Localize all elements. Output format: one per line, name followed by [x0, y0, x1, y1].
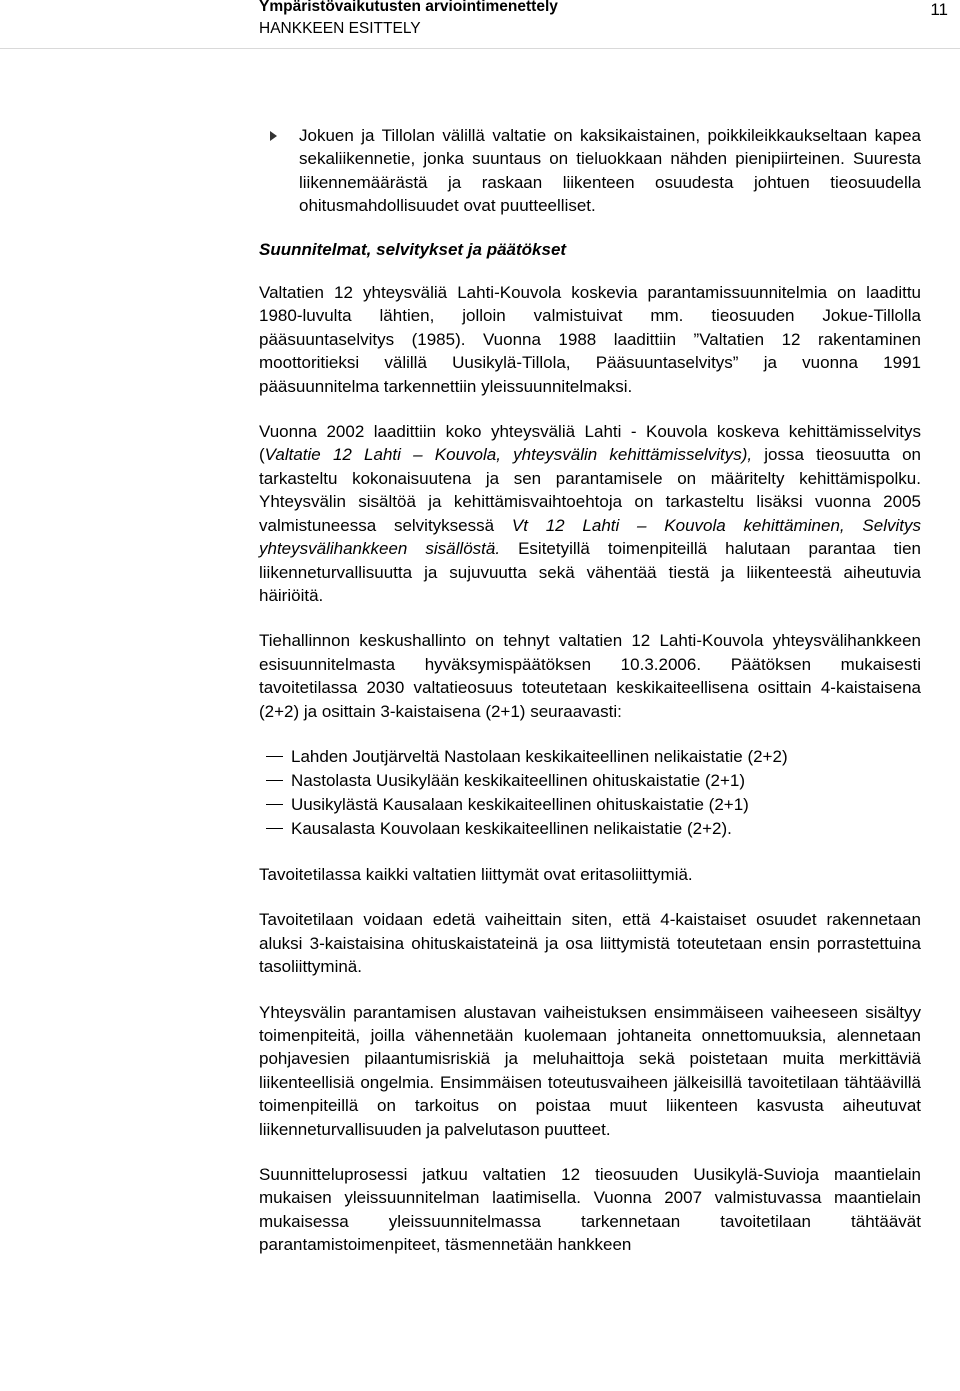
list-item-text: Uusikylästä Kausalaan keskikaiteellinen ohituskaistatie (2+1)	[291, 794, 749, 814]
page-header	[0, 0, 960, 49]
list-item-text: Nastolasta Uusikylään keskikaiteellinen ohituskaistatie (2+1)	[291, 770, 746, 790]
paragraph-5: Tavoitetilaan voidaan edetä vaiheittain siten, että 4-kaistaiset osuudet rakennetaan aluksi 3-kaistaisina ohituskaistateinä ja osa liittymistä toteutetaan ensin porrastettuina tasoliittyminä.	[259, 910, 921, 977]
chapter-title: HANKKEEN ESITTELY	[259, 20, 421, 37]
dash-icon	[266, 756, 283, 757]
paragraph-3: Tiehallinnon keskushallinto on tehnyt valtatien 12 Lahti-Kouvola yhteysvälihankkeen esisuunnitelmasta hyväksymispäätöksen 10.3.2006. Päätöksen mukaisesti tavoitetilassa 2030 valtatieosuus toteutetaan keskikaiteellisena osittain 4-kaistaisena (2+2) ja osittain 3-kaistaisena (2+1) seuraavasti:	[259, 631, 921, 721]
list-item	[259, 817, 921, 841]
list-item	[259, 769, 921, 793]
arrow-right-icon	[270, 131, 277, 141]
paragraph-6: Yhteysvälin parantamisen alustavan vaiheistuksen ensimmäiseen vaiheeseen sisältyy toimenpiteitä, joilla vähennetään kuolemaan johtaneita onnettomuuksia, alennetaan pohjavesien pilaantumisriskiä ja meluhaittoja sekä poistetaan muita merkittäviä liikenteellisiä ongelmia. Ensimmäisen toteutusvaiheen jälkeisillä tavoitetilaan tähtäävillä toimenpiteillä on tarkoitus on poistaa muut liikenteen kasvusta aiheutuvat liikenneturvallisuuden ja palvelutason puutteet.	[259, 1002, 921, 1139]
list-item	[259, 793, 921, 817]
paragraph-7: Suunnitteluprosessi jatkuu valtatien 12 tieosuuden Uusikylä-Suvioja maantielain mukaisen yleissuunnitelman laatimisella. Vuonna 2007 valmistuvassa maantielain mukaisessa yleissuunnitelmassa tarkennetaan tavoitetilaan tähtäävät parantamistoimenpiteet, täsmennetään hankkeen	[259, 1165, 921, 1255]
list-item-text: Kausalasta Kouvolaan keskikaiteellinen nelikaistatie (2+2).	[291, 818, 732, 838]
paragraph-2	[259, 420, 921, 607]
list-item-text: Lahden Joutjärveltä Nastolaan keskikaiteellinen nelikaistatie (2+2)	[291, 746, 788, 766]
page-number: 11	[930, 0, 948, 19]
paragraph-2-part-3: Esitetyillä toimenpiteillä halutaan parantaa tien liikenneturvallisuutta ja sujuvuutta sekä vähentää tiestä ja liikenteestä aiheutuvia häiriöitä.	[259, 539, 921, 605]
dash-icon	[266, 804, 283, 805]
dash-list	[259, 745, 921, 841]
bullet-item	[259, 124, 921, 218]
report-title-2: Vt 12 Lahti – Kouvola kehittäminen, Selvitys yhteysvälihankkeen sisällöstä.	[259, 515, 921, 559]
page-content	[259, 124, 921, 1279]
paragraph-2-part-2: jossa tieosuutta on tarkasteltu kokonaisuutena ja sen parantamisele on määritelty kehittämispolku. Yhteysvälin sisältöä ja kehittämisvaihtoehtoja on tarkasteltu lisäksi vuonna 2005 valmistuneessa selvityksessä	[259, 445, 921, 535]
dash-icon	[266, 828, 283, 829]
paragraph-2-part-1: Vuonna 2002 laadittiin koko yhteysväliä Lahti - Kouvola koskeva kehittämisselvitys (	[259, 422, 921, 465]
paragraph-1: Valtatien 12 yhteysväliä Lahti-Kouvola koskevia parantamissuunnitelmia on laadittu 1980-luvulta lähtien, jolloin valmistuivat mm. tieosuuden Jokue-Tillolla pääsuuntaselvitys (1985). Vuonna 1988 laadittiin ”Valtatien 12 rakentaminen moottoritieksi välillä Uusikylä-Tillola, Pääsuuntaselvitys” ja vuonna 1991 pääsuunnitelma tarkennettiin yleissuunnitelmaksi.	[259, 283, 921, 396]
report-title-1: Valtatie 12 Lahti – Kouvola, yhteysvälin kehittämisselvitys),	[264, 445, 753, 465]
document-title: Ympäristövaikutusten arviointimenettely	[259, 0, 558, 15]
dash-icon	[266, 780, 283, 781]
list-item	[259, 745, 921, 769]
paragraph-4: Tavoitetilassa kaikki valtatien liittymät ovat eritasoliittymiä.	[259, 864, 693, 884]
bullet-text: Jokuen ja Tillolan välillä valtatie on kaksikaistainen, poikkileikkaukseltaan kapea sekaliikennetie, jonka suuntaus on tieluokkaan nähden pienipiirteinen. Suuresta liikennemäärästä ja raskaan liikenteen osuudesta johtuen tieosuudella ohitusmahdollisuudet ovat puutteelliset.	[299, 126, 921, 216]
section-heading: Suunnitelmat, selvitykset ja päätökset	[259, 239, 567, 259]
